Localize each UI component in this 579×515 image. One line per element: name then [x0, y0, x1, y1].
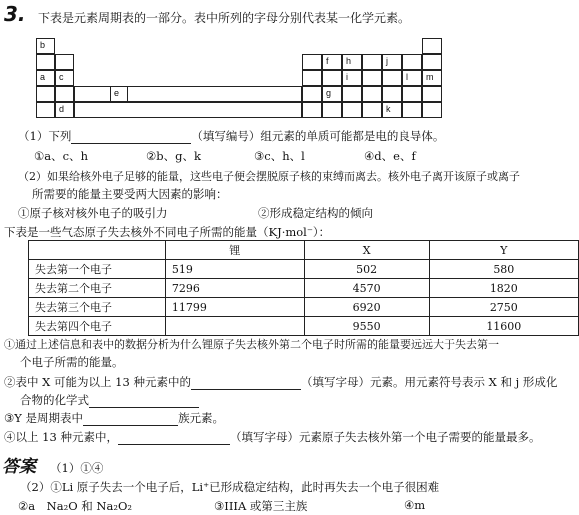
pt-cell — [36, 38, 55, 54]
pt-cell — [342, 54, 362, 70]
table-cell: 6920 — [304, 298, 429, 317]
pt-cell — [422, 54, 442, 70]
pt-cell — [422, 38, 442, 54]
pt-cell — [422, 102, 442, 118]
answer-2-4: ④m — [404, 498, 426, 512]
pt-cell — [55, 70, 74, 86]
sub-question-1b: 个电子所需的能量。 — [20, 355, 124, 369]
q1-stem-end: （填写编号）组元素的单质可能都是电的良导体。 — [191, 129, 445, 143]
q2-line-2: 所需要的能量主要受两大因素的影响： — [32, 187, 228, 201]
pt-cell — [362, 86, 382, 102]
pt-cell — [382, 86, 402, 102]
q1-blank — [71, 129, 191, 144]
sub-question-2b-text: 合物的化学式 — [20, 393, 89, 407]
pt-cell — [302, 70, 322, 86]
blank-x-letter — [191, 375, 301, 390]
pt-letter-h: h — [346, 56, 352, 66]
answer-2-3: ③IIIA 或第三主族 — [214, 499, 308, 513]
table-cell: 4570 — [304, 279, 429, 298]
periodic-table — [36, 38, 442, 118]
pt-letter-j: j — [386, 56, 388, 66]
answer-1: （1）①④ — [50, 461, 104, 475]
pt-cell — [362, 102, 382, 118]
pt-cell — [322, 102, 342, 118]
table-header-cell: Y — [429, 241, 578, 260]
sub-question-2b — [20, 392, 199, 408]
table-row — [29, 317, 579, 336]
pt-cell — [322, 70, 342, 86]
sub-question-4 — [4, 429, 540, 445]
answer-2-1: （2）①Li 原子失去一个电子后，Li⁺已形成稳定结构，此时再失去一个电子很困难 — [20, 480, 440, 494]
q2-line-1: （2）如果给核外电子足够的能量，这些电子便会摆脱原子核的束缚而离去。核外电子离开该原子或离子 — [18, 170, 520, 183]
sub-question-2a-start: ②表中 X 可能为以上 13 种元素中的 — [4, 375, 191, 389]
pt-cell — [342, 102, 362, 118]
table-row — [29, 279, 579, 298]
table-cell — [165, 317, 304, 336]
pt-cell — [36, 54, 55, 70]
blank-formula — [89, 393, 199, 408]
pt-letter-d: d — [59, 104, 65, 114]
table-header-cell — [29, 241, 166, 260]
pt-letter-c: c — [59, 72, 64, 82]
pt-cell — [110, 86, 128, 102]
pt-letter-g: g — [326, 88, 332, 98]
pt-letter-b: b — [40, 40, 46, 50]
table-cell: 9550 — [304, 317, 429, 336]
q1-option-1: ①a、c、h — [34, 149, 89, 163]
pt-letter-m: m — [426, 72, 434, 82]
table-cell: 11600 — [429, 317, 578, 336]
intro-text: 下表是元素周期表的一部分。表中所列的字母分别代表某一化学元素。 — [38, 11, 411, 25]
pt-letter-k: k — [386, 104, 391, 114]
table-cell: 失去第三个电子 — [29, 298, 166, 317]
pt-letter-a: a — [40, 72, 46, 82]
sub-question-4-start: ④以上 13 种元素中， — [4, 430, 118, 444]
pt-cell — [382, 54, 402, 70]
pt-cell — [36, 102, 55, 118]
blank-group — [83, 411, 178, 426]
table-intro: 下表是一些气态原子失去核外不同电子所需的能量（KJ·mol⁻）： — [4, 225, 331, 239]
pt-cell — [342, 86, 362, 102]
blank-highest-energy — [118, 430, 230, 445]
sub-question-2a-end: （填写字母）元素。用元素符号表示 X 和 j 形成化 — [300, 375, 558, 389]
pt-letter-l: l — [406, 72, 408, 82]
pt-cell — [402, 70, 422, 86]
table-cell: 519 — [165, 260, 304, 279]
pt-cell — [302, 54, 322, 70]
pt-cell — [74, 102, 302, 118]
table-row — [29, 298, 579, 317]
pt-cell — [422, 70, 442, 86]
pt-cell — [55, 102, 74, 118]
sub-question-3-end: 族元素。 — [178, 411, 225, 425]
pt-cell — [362, 70, 382, 86]
pt-cell — [74, 86, 302, 102]
pt-cell — [36, 86, 55, 102]
pt-letter-e: e — [114, 88, 120, 98]
pt-cell — [302, 86, 322, 102]
question-number: 3. — [4, 2, 26, 26]
pt-cell — [402, 54, 422, 70]
table-cell: 1820 — [429, 279, 578, 298]
pt-cell — [55, 54, 74, 70]
sub-question-3 — [4, 410, 224, 426]
pt-cell — [382, 102, 402, 118]
sub-question-3-start: ③Y 是周期表中 — [4, 411, 84, 425]
table-cell: 失去第二个电子 — [29, 279, 166, 298]
pt-letter-f: f — [326, 56, 329, 66]
q1-stem-start: （1）下列 — [18, 129, 72, 143]
table-header-row — [29, 241, 579, 260]
table-cell: 580 — [429, 260, 578, 279]
q2-factor-2: ②形成稳定结构的倾向 — [258, 206, 373, 220]
pt-cell — [382, 70, 402, 86]
answer-label: 答案 — [2, 457, 36, 477]
sub-question-1a: ①通过上述信息和表中的数据分析为什么锂原子失去核外第二个电子时所需的能量要远远大于失去第一 — [4, 338, 499, 351]
table-cell: 7296 — [165, 279, 304, 298]
pt-cell — [322, 86, 342, 102]
q1-option-4: ④d、e、f — [364, 149, 416, 163]
pt-cell — [302, 102, 322, 118]
pt-cell — [402, 102, 422, 118]
table-cell: 11799 — [165, 298, 304, 317]
q2-factor-1: ①原子核对核外电子的吸引力 — [18, 206, 168, 220]
table-cell: 2750 — [429, 298, 578, 317]
pt-letter-i: i — [346, 72, 348, 82]
table-cell: 失去第四个电子 — [29, 317, 166, 336]
q1-stem — [18, 128, 444, 144]
energy-table — [28, 240, 579, 336]
pt-cell — [55, 86, 74, 102]
pt-cell — [36, 70, 55, 86]
pt-cell — [342, 70, 362, 86]
pt-cell — [422, 86, 442, 102]
table-header-cell: 锂 — [165, 241, 304, 260]
table-cell: 502 — [304, 260, 429, 279]
sub-question-2a — [4, 374, 557, 390]
pt-cell — [362, 54, 382, 70]
table-row — [29, 260, 579, 279]
pt-cell — [322, 54, 342, 70]
sub-question-4-end: （填写字母）元素原子失去核外第一个电子需要的能量最多。 — [229, 430, 541, 444]
q1-option-3: ③c、h、l — [254, 149, 305, 163]
pt-cell — [402, 86, 422, 102]
answer-2-2: ②a Na₂O 和 Na₂O₂ — [18, 499, 133, 513]
table-header-cell: X — [304, 241, 429, 260]
q1-option-2: ②b、g、k — [146, 149, 202, 163]
table-cell: 失去第一个电子 — [29, 260, 166, 279]
